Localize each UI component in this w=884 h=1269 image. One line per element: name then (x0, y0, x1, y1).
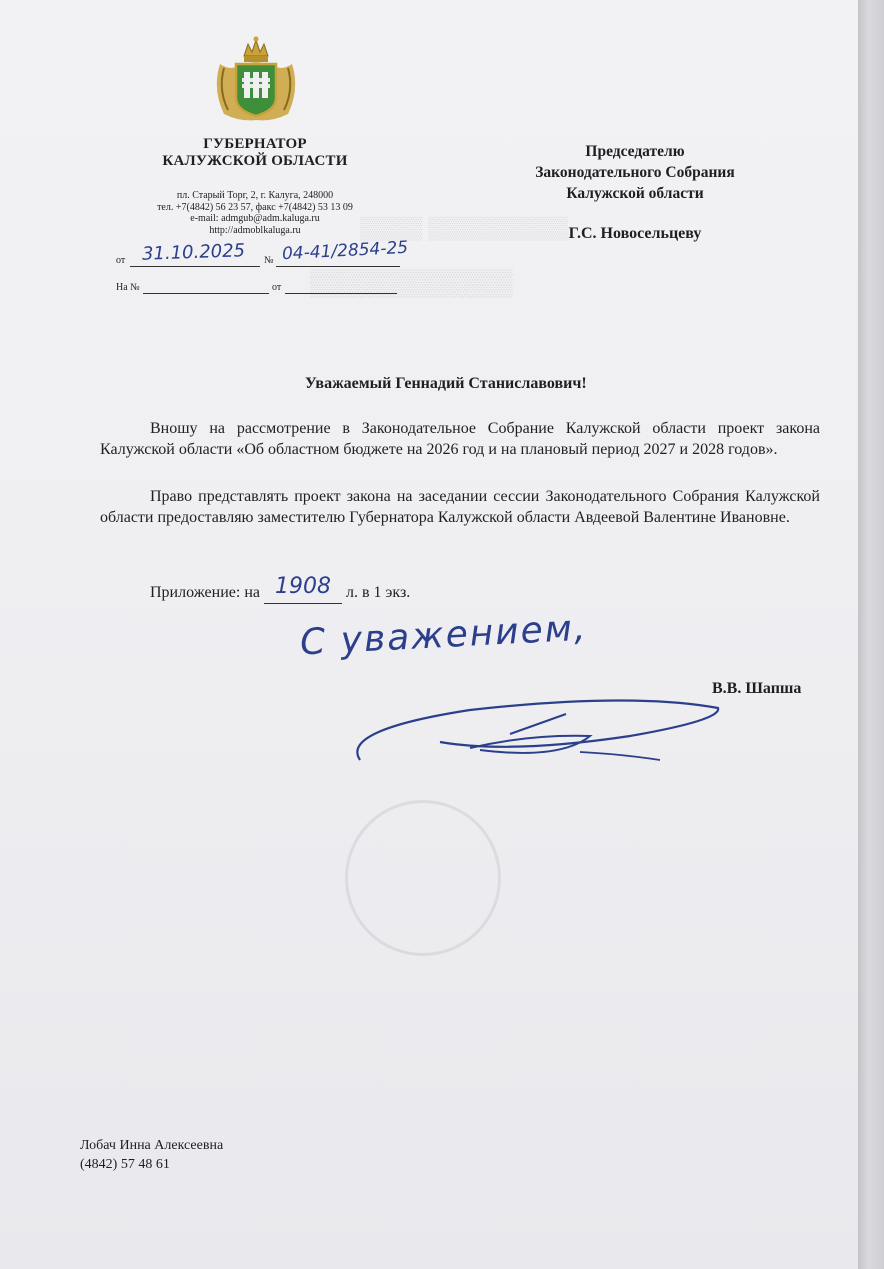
addressee-block (500, 141, 770, 204)
reference-date-label: от (272, 282, 282, 293)
governor-address: пл. Старый Торг, 2, г. Калуга, 248000 (176, 190, 334, 201)
signer-name: В.В. Шапша (712, 680, 802, 697)
letter-greeting: Уважаемый Геннадий Станиславович! (305, 375, 587, 392)
number-underline (276, 266, 400, 267)
handwritten-date: 31.10.2025 (141, 240, 246, 265)
appendix-suffix: л. в 1 экз. (345, 584, 411, 601)
governor-website: http://admoblkaluga.ru (209, 224, 301, 236)
date-underline (130, 266, 260, 267)
governor-title-line-2: КАЛУЖСКОЙ ОБЛАСТИ (162, 153, 348, 169)
executor-phone: (4842) 57 48 61 (80, 1157, 170, 1172)
handwritten-page-count: 1908 (274, 574, 331, 599)
number-label: № (264, 255, 274, 266)
bleed-through-text: ▒▒▒▒ ▒▒▒▒▒▒▒▒▒ (360, 215, 569, 240)
stamp-bleed-through (345, 800, 501, 956)
handwritten-closing: С уважением, (299, 607, 589, 664)
addressee-name: Г.С. Новосельцеву (568, 225, 702, 242)
bleed-through-text: ▒▒▒▒▒▒▒▒▒▒▒ (310, 268, 513, 297)
coat-of-arms-emblem (210, 34, 302, 122)
addressee-line-2: Законодательного Собрания (535, 164, 735, 181)
reference-date-underline (285, 293, 397, 294)
governor-contacts (120, 190, 390, 236)
appendix-prefix: Приложение: на (150, 584, 260, 601)
letter-paragraph-2: Право представлять проект закона на заседании сессии Законодательного Собрания Калужской области предоставляю заместителю Губернатора Калужской области Авдеевой Валентине Ивановне. (100, 488, 820, 526)
addressee-line-1: Председателю (585, 143, 685, 160)
governor-email: e-mail: admgub@adm.kaluga.ru (190, 213, 320, 224)
date-label: от (116, 255, 126, 266)
appendix-line (150, 574, 411, 604)
reference-number-label: На № (116, 282, 140, 293)
governor-title-line-1: ГУБЕРНАТОР (203, 136, 307, 152)
letter-paragraph-1: Вношу на рассмотрение в Законодательное Собрание Калужской области проект закона Калужской области «Об областном бюджете на 2026 год и на плановый период 2027 и 2028 годов». (100, 420, 820, 458)
reference-number-underline (143, 293, 269, 294)
executor-block (80, 1136, 223, 1174)
governor-phone: тел. +7(4842) 56 23 57, факс +7(4842) 53 13 09 (157, 201, 353, 213)
page-edge-shadow (858, 0, 884, 1269)
executor-name: Лобач Инна Алексеевна (80, 1138, 224, 1153)
addressee-line-3: Калужской области (566, 185, 704, 202)
appendix-pages-field (264, 574, 342, 604)
handwritten-number: 04-41/2854-25 (281, 237, 409, 265)
handwritten-signature (330, 690, 730, 780)
governor-title (140, 136, 370, 170)
